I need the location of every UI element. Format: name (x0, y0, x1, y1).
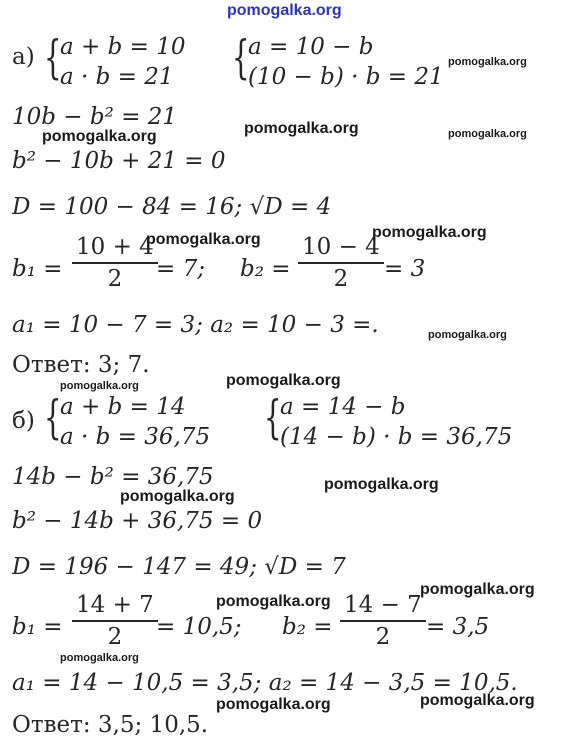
fraction-denominator: 2 (107, 265, 123, 292)
watermark: pomogalka.org (226, 372, 341, 389)
fraction-numerator: 10 + 4 (76, 234, 154, 260)
watermark: pomogalka.org (428, 329, 507, 341)
part-a-line2: b² − 10b + 21 = 0 (12, 148, 226, 174)
watermark: pomogalka.org (372, 224, 487, 241)
part-a-b1-rhs: = 7; (156, 256, 205, 282)
watermark: pomogalka.org (448, 128, 527, 140)
part-b-b1-lhs: b₁ = (12, 614, 63, 640)
part-b-answer: Ответ: 3,5; 10,5. (12, 712, 209, 738)
system-a2-eq1: a = 10 − b (248, 34, 374, 60)
part-b-b1-fraction (72, 590, 158, 652)
system-a2-eq2: (10 − b) · b = 21 (248, 64, 444, 90)
fraction-denominator: 2 (333, 265, 349, 292)
fraction-denominator: 2 (107, 623, 123, 650)
part-a-line1: 10b − b² = 21 (12, 104, 177, 130)
part-a-b2-fraction (298, 232, 384, 294)
system-b1-eq2: a · b = 36,75 (60, 424, 211, 450)
system-b1-eq1: a + b = 14 (60, 394, 186, 420)
watermark: pomogalka.org (244, 120, 359, 137)
fraction-numerator: 10 − 4 (302, 234, 380, 260)
part-a-b1-lhs: b₁ = (12, 256, 63, 282)
system-a1-eq1: a + b = 10 (60, 34, 186, 60)
part-a-b2-lhs: b₂ = (240, 256, 291, 282)
watermark: pomogalka.org (420, 581, 535, 598)
system-b2-eq1: a = 14 − b (280, 394, 406, 420)
watermark: pomogalka.org (42, 128, 157, 145)
part-a-discriminant: D = 100 − 84 = 16; √D = 4 (12, 194, 332, 220)
fraction-numerator: 14 + 7 (76, 592, 154, 618)
watermark: pomogalka.org (60, 380, 139, 392)
watermark: pomogalka.org (60, 652, 139, 664)
part-b-b2-lhs: b₂ = (282, 614, 333, 640)
part-b-b1-rhs: = 10,5; (156, 614, 242, 640)
watermark: pomogalka.org (216, 696, 331, 713)
part-b-line2: b² − 14b + 36,75 = 0 (12, 508, 263, 534)
system-brace: { (264, 390, 282, 444)
watermark: pomogalka.org (420, 692, 535, 709)
part-b-a-values: a₁ = 14 − 10,5 = 3,5; a₂ = 14 − 3,5 = 10,5. (12, 670, 518, 696)
part-a-label: а) (12, 44, 35, 70)
watermark: pomogalka.org (448, 56, 527, 68)
part-b-b2-rhs: = 3,5 (426, 614, 490, 640)
part-b-label: б) (12, 408, 35, 434)
system-brace: { (232, 30, 250, 84)
system-brace: { (44, 30, 62, 84)
system-brace: { (44, 390, 62, 444)
part-b-b2-fraction (340, 590, 426, 652)
fraction-numerator: 14 − 7 (344, 592, 422, 618)
part-a-b1-fraction (72, 232, 158, 294)
watermark: pomogalka.org (120, 488, 235, 505)
part-a-b2-rhs: = 3 (384, 256, 426, 282)
watermark-top: pomogalka.org (227, 2, 342, 19)
part-b-line1: 14b − b² = 36,75 (12, 464, 214, 490)
system-a1-eq2: a · b = 21 (60, 64, 174, 90)
watermark: pomogalka.org (146, 231, 261, 248)
part-a-answer: Ответ: 3; 7. (12, 352, 150, 378)
watermark: pomogalka.org (324, 476, 439, 493)
watermark: pomogalka.org (216, 593, 331, 610)
part-a-a-values: a₁ = 10 − 7 = 3; a₂ = 10 − 3 =. (12, 312, 379, 338)
system-b2-eq2: (14 − b) · b = 36,75 (280, 424, 513, 450)
fraction-denominator: 2 (375, 623, 391, 650)
part-b-discriminant: D = 196 − 147 = 49; √D = 7 (12, 554, 346, 580)
